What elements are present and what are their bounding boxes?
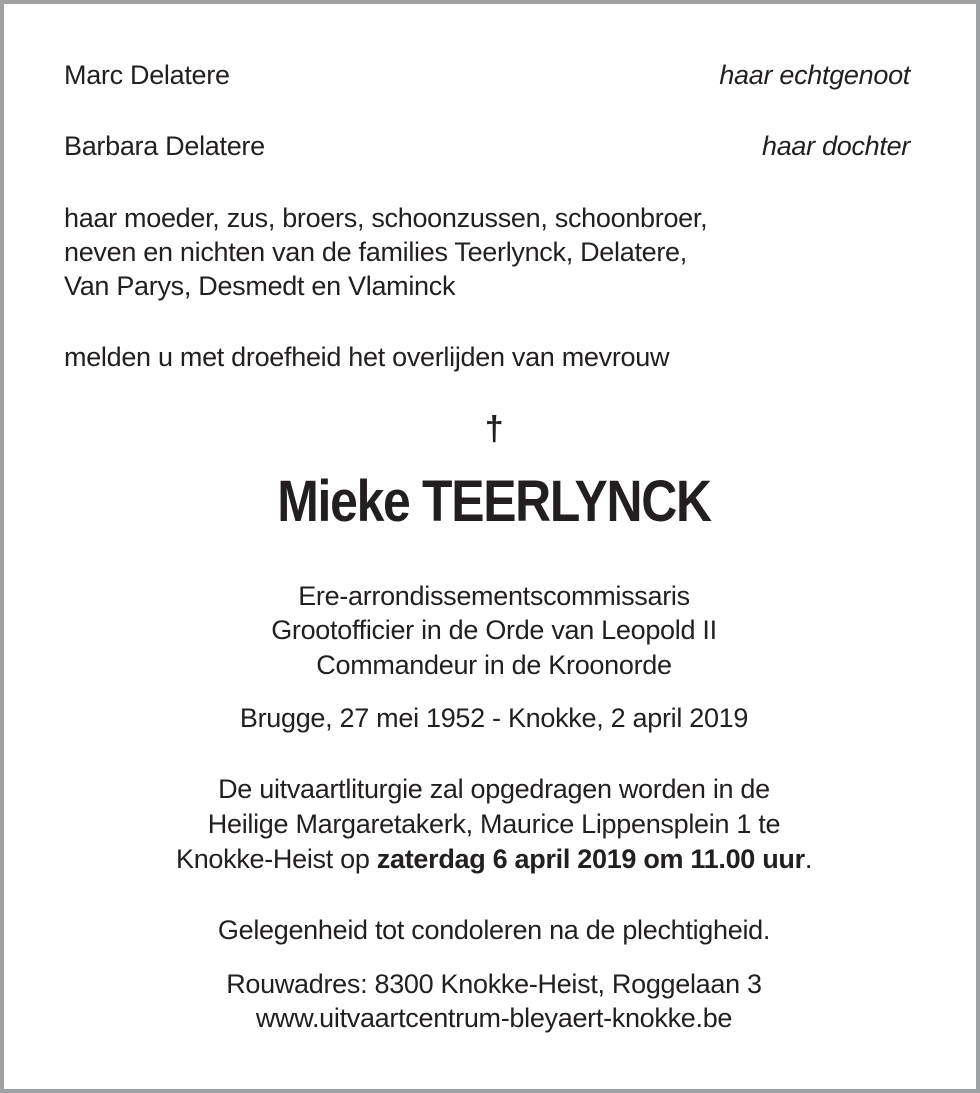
relative-name-1: Marc Delatere xyxy=(64,60,230,90)
title-line-1: Ere-arrondissementscommissaris xyxy=(298,581,690,611)
title-line-2: Grootofficier in de Orde van Leopold II xyxy=(271,615,717,645)
family-line-3: Van Parys, Desmedt en Vlaminck xyxy=(64,271,456,301)
website-link[interactable]: www.uitvaartcentrum-bleyaert-knokke.be xyxy=(255,1003,733,1033)
funeral-place-prefix: Knokke-Heist op xyxy=(175,844,377,874)
condolence-text: Gelegenheid tot condoleren na de plechtigheid. xyxy=(217,915,771,945)
life-dates: Brugge, 27 mei 1952 - Knokke, 2 april 2019 xyxy=(239,703,749,733)
relative-relation-1: haar echtgenoot xyxy=(719,60,910,90)
funeral-date-time: zaterdag 6 april 2019 om 11.00 uur xyxy=(376,844,805,874)
relative-relation-2: haar dochter xyxy=(762,131,910,161)
family-line-2: neven en nichten van de families Teerlynck, Delatere, xyxy=(64,237,687,267)
funeral-line-suffix: . xyxy=(804,844,813,874)
relative-name-2: Barbara Delatere xyxy=(64,131,265,161)
announcement-text: melden u met droefheid het overlijden van mevrouw xyxy=(64,342,670,372)
funeral-line-2: Heilige Margaretakerk, Maurice Lippensplein 1 te xyxy=(207,809,781,839)
funeral-line-3 xyxy=(4,842,980,876)
family-line-1: haar moeder, zus, broers, schoonzussen, schoonbroer, xyxy=(64,203,708,233)
mourning-address: Rouwadres: 8300 Knokke-Heist, Roggelaan 3 xyxy=(226,969,762,999)
deceased-name: Mieke TEERLYNCK xyxy=(277,469,711,534)
cross-icon: † xyxy=(484,410,504,448)
funeral-line-1: De uitvaartliturgie zal opgedragen worden in de xyxy=(218,774,770,804)
title-line-3: Commandeur in de Kroonorde xyxy=(316,650,672,680)
